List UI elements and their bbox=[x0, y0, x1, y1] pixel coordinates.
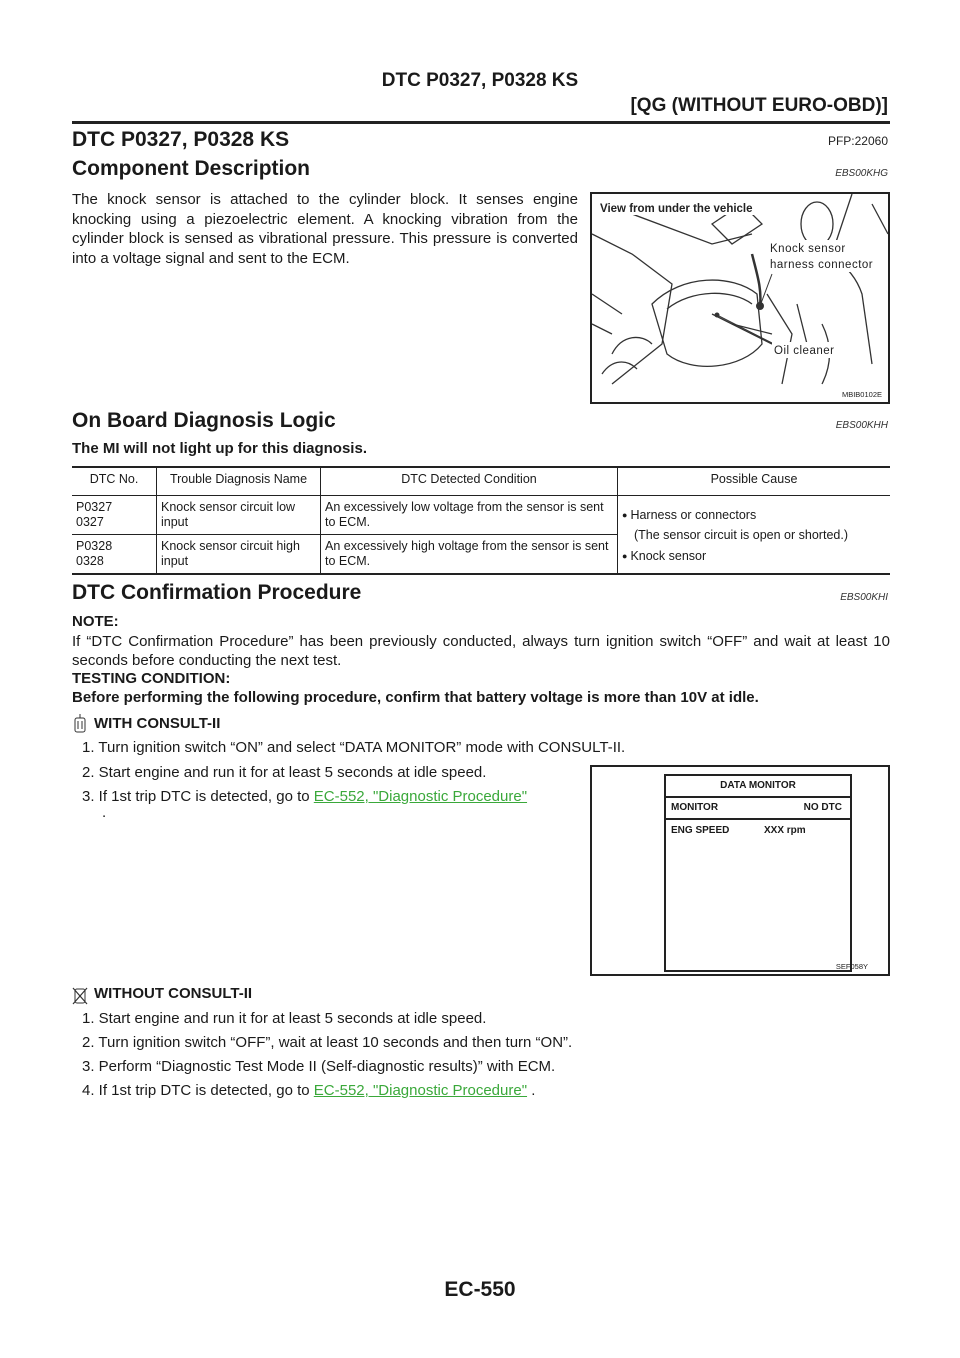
no-consult-icon bbox=[72, 985, 88, 1010]
cause-item: ● Harness or connectors bbox=[622, 506, 886, 526]
pfp-code: PFP:22060 bbox=[827, 134, 888, 148]
dtc-cell bbox=[72, 535, 157, 575]
knock-sensor-figure bbox=[590, 192, 890, 404]
dtc-number: P0328 bbox=[76, 539, 113, 553]
without-step-3: 3. Perform “Diagnostic Test Mode II (Self-diagnostic results)” with ECM. bbox=[82, 1058, 556, 1075]
header-subtitle: [QG (WITHOUT EURO-OBD)] bbox=[630, 95, 888, 116]
without-step-1: 1. Start engine and run it for at least 5 seconds at idle speed. bbox=[82, 1010, 487, 1027]
component-text: The knock sensor is attached to the cylinder block. It senses engine knocking using a piezoelectric element. A knocking vibration from the cylinder block is sensed as vibrational pressure. This pressure is converted into a voltage signal and sent to the ECM. bbox=[72, 191, 578, 267]
note-label: NOTE: bbox=[72, 613, 119, 630]
without-step-2: 2. Turn ignition switch “OFF”, wait at least 10 seconds and then turn “ON”. bbox=[82, 1034, 573, 1051]
data-monitor-divider bbox=[666, 796, 850, 798]
harness-connector-label: harness connector bbox=[770, 259, 874, 271]
obd-heading: On Board Diagnosis Logic bbox=[72, 409, 336, 432]
cause-detail: (The sensor circuit is open or shorted.) bbox=[634, 528, 848, 542]
diagnostic-procedure-link[interactable]: EC-552, "Diagnostic Procedure" bbox=[313, 788, 528, 805]
without-step-4-period: . bbox=[531, 1082, 536, 1099]
dtc-number: P0327 bbox=[76, 500, 113, 514]
obd-note: The MI will not light up for this diagnosis. bbox=[72, 440, 367, 457]
note-text: If “DTC Confirmation Procedure” has been previously conducted, always turn ignition switch “OFF” and wait at least 10 seconds before conducting the next test. bbox=[72, 633, 890, 669]
with-step-2: 2. Start engine and run it for at least 5 seconds at idle speed. bbox=[82, 764, 487, 781]
with-step-3 bbox=[82, 788, 527, 805]
col-header: DTC Detected Condition bbox=[321, 467, 618, 496]
view-label: View from under the vehicle bbox=[600, 203, 753, 215]
condition-cell: An excessively high voltage from the sensor is sent to ECM. bbox=[321, 535, 618, 575]
with-consult-heading: WITH CONSULT-II bbox=[94, 715, 221, 732]
dtc-number-alt: 0328 bbox=[76, 554, 104, 568]
consult-icon bbox=[72, 714, 88, 739]
confirm-code: EBS00KHI bbox=[840, 592, 888, 603]
dtc-cell bbox=[72, 496, 157, 535]
condition-cell: An excessively low voltage from the sensor is sent to ECM. bbox=[321, 496, 618, 535]
cause-item: ● Knock sensor bbox=[622, 547, 886, 567]
header-title: DTC P0327, P0328 KS bbox=[381, 70, 579, 91]
without-step-4-text: 4. If 1st trip DTC is detected, go to bbox=[82, 1082, 310, 1099]
data-monitor-screen bbox=[664, 774, 852, 972]
data-monitor-title: DATA MONITOR bbox=[720, 780, 796, 791]
figure-id: MBIB0102E bbox=[841, 390, 882, 399]
knock-sensor-label: Knock sensor bbox=[770, 243, 846, 255]
without-consult-heading: WITHOUT CONSULT-II bbox=[94, 985, 253, 1002]
testing-label: TESTING CONDITION: bbox=[72, 670, 231, 687]
knock-sensor-illustration bbox=[592, 194, 888, 402]
diagnostic-procedure-link[interactable]: EC-552, "Diagnostic Procedure" bbox=[313, 1082, 528, 1099]
oil-cleaner-label: Oil cleaner bbox=[774, 345, 835, 357]
possible-cause-cell bbox=[618, 496, 891, 575]
with-step-3-text: 3. If 1st trip DTC is detected, go to bbox=[82, 788, 310, 805]
data-monitor-divider bbox=[666, 818, 850, 820]
eng-speed-label: ENG SPEED bbox=[671, 825, 730, 836]
testing-text: Before performing the following procedure, confirm that battery voltage is more than 10V at idle. bbox=[72, 689, 759, 706]
name-cell: Knock sensor circuit low input bbox=[157, 496, 321, 535]
page-title: DTC P0327, P0328 KS bbox=[72, 128, 290, 151]
without-step-4 bbox=[82, 1082, 535, 1099]
header-rule bbox=[72, 121, 890, 124]
page-number: EC-550 bbox=[444, 1278, 516, 1301]
no-dtc-column: NO DTC bbox=[803, 802, 842, 813]
monitor-column: MONITOR bbox=[671, 802, 719, 813]
eng-speed-value: XXX rpm bbox=[764, 825, 806, 836]
with-step-1: 1. Turn ignition switch “ON” and select “DATA MONITOR” mode with CONSULT-II. bbox=[82, 739, 626, 756]
figure-id: SEF058Y bbox=[835, 962, 868, 971]
confirm-heading: DTC Confirmation Procedure bbox=[72, 581, 362, 604]
component-heading: Component Description bbox=[72, 157, 311, 180]
name-cell: Knock sensor circuit high input bbox=[157, 535, 321, 575]
col-header: Possible Cause bbox=[618, 467, 891, 496]
col-header: Trouble Diagnosis Name bbox=[157, 467, 321, 496]
dtc-table bbox=[72, 466, 890, 575]
data-monitor-figure bbox=[590, 765, 890, 976]
component-code: EBS00KHG bbox=[835, 168, 888, 179]
with-step-3-period: . bbox=[102, 804, 107, 821]
col-header: DTC No. bbox=[72, 467, 157, 496]
dtc-number-alt: 0327 bbox=[76, 515, 104, 529]
obd-code: EBS00KHH bbox=[835, 420, 888, 431]
table-row bbox=[72, 496, 890, 535]
